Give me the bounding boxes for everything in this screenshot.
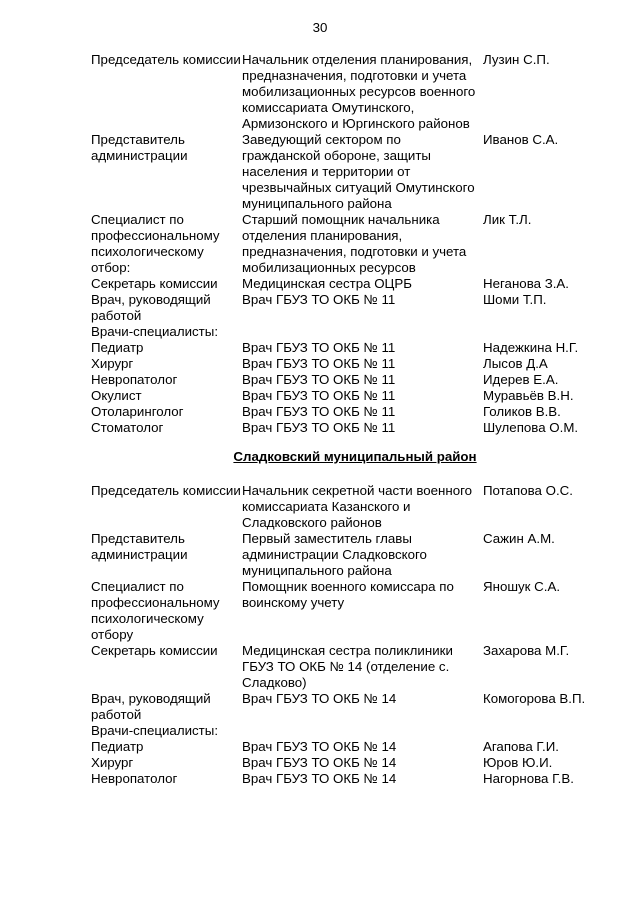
position-cell: Врач ГБУЗ ТО ОКБ № 11 <box>242 292 396 307</box>
role-cell: Окулист <box>91 388 142 403</box>
position-cell: Врач ГБУЗ ТО ОКБ № 11 <box>242 372 396 387</box>
commission-table-sladkovsky <box>91 483 611 787</box>
name-cell: Муравьёв В.Н. <box>483 388 574 403</box>
table-row <box>91 483 611 531</box>
name-cell <box>483 723 611 739</box>
role-cell: Председатель комиссии <box>91 483 241 498</box>
table-row <box>91 212 611 276</box>
position-cell: Помощник военного комиссара по воинскому учету <box>242 579 454 610</box>
name-cell: Яношук С.А. <box>483 579 561 594</box>
table-row <box>91 531 611 579</box>
position-cell: Врач ГБУЗ ТО ОКБ № 11 <box>242 340 396 355</box>
name-cell: Лузин С.П. <box>483 52 550 67</box>
document-body <box>91 52 611 787</box>
name-cell: Потапова О.С. <box>483 483 573 498</box>
name-cell: Голиков В.В. <box>483 404 561 419</box>
role-cell: Председатель комиссии <box>91 52 241 67</box>
role-cell: Специалист по профессиональному психологическому отбору <box>91 579 220 642</box>
role-cell: Хирург <box>91 356 134 371</box>
position-cell: Медицинская сестра поликлиники ГБУЗ ТО ОКБ № 14 (отделение с. Сладково) <box>242 643 453 690</box>
name-cell: Лысов Д.А <box>483 356 548 371</box>
position-cell: Врач ГБУЗ ТО ОКБ № 14 <box>242 739 397 754</box>
role-cell: Хирург <box>91 755 134 770</box>
name-cell: Шулепова О.М. <box>483 420 579 435</box>
position-cell <box>242 723 483 739</box>
position-cell: Врач ГБУЗ ТО ОКБ № 14 <box>242 771 397 786</box>
name-cell: Надежкина Н.Г. <box>483 340 579 355</box>
role-cell: Невропатолог <box>91 771 178 786</box>
position-cell: Врач ГБУЗ ТО ОКБ № 14 <box>242 691 397 706</box>
role-cell: Специалист по профессиональному психологическому отбор: <box>91 212 220 275</box>
section-title: Сладковский муниципальный район <box>233 449 477 464</box>
table-row <box>91 340 611 356</box>
name-cell: Агапова Г.И. <box>483 739 559 754</box>
name-cell: Юров Ю.И. <box>483 755 553 770</box>
position-cell: Врач ГБУЗ ТО ОКБ № 11 <box>242 404 396 419</box>
table-row <box>91 388 611 404</box>
role-cell: Невропатолог <box>91 372 178 387</box>
position-cell: Медицинская сестра ОЦРБ <box>242 276 412 291</box>
position-cell: Заведующий сектором по гражданской обороне, защиты населения и территории от чрезвычайных ситуаций Омутинского муниципального района <box>242 132 475 211</box>
role-cell: Представитель администрации <box>91 132 188 163</box>
name-cell: Нагорнова Г.В. <box>483 771 574 786</box>
name-cell: Шоми Т.П. <box>483 292 547 307</box>
table-row <box>91 643 611 691</box>
name-cell: Неганова З.А. <box>483 276 569 291</box>
position-cell: Врач ГБУЗ ТО ОКБ № 11 <box>242 420 396 435</box>
position-cell: Начальник отделения планирования, предназначения, подготовки и учета мобилизационных ресурсов военного комиссариата Омутинского, Армизонского и Юргинского районов <box>242 52 476 131</box>
table-row <box>91 324 611 340</box>
position-cell: Начальник секретной части военного комиссариата Казанского и Сладковского районов <box>242 483 473 530</box>
page-number: 30 <box>312 20 328 35</box>
table-row <box>91 404 611 420</box>
table-row <box>91 755 611 771</box>
position-cell: Первый заместитель главы администрации Сладковского муниципального района <box>242 531 427 578</box>
role-cell: Отоларинголог <box>91 404 184 419</box>
role-cell: Секретарь комиссии <box>91 643 218 658</box>
table-row <box>91 739 611 755</box>
position-cell: Врач ГБУЗ ТО ОКБ № 14 <box>242 755 397 770</box>
table-row <box>91 771 611 787</box>
position-cell: Старший помощник начальника отделения планирования, предназначения, подготовки и учета мобилизационных ресурсов <box>242 212 467 275</box>
role-cell: Педиатр <box>91 739 144 754</box>
position-cell: Врач ГБУЗ ТО ОКБ № 11 <box>242 356 396 371</box>
table-row <box>91 723 611 739</box>
table-row <box>91 372 611 388</box>
role-cell: Врач, руководящий работой <box>91 691 211 722</box>
role-cell: Представитель администрации <box>91 531 188 562</box>
name-cell: Идерев Е.А. <box>483 372 559 387</box>
table-row <box>91 276 611 292</box>
role-cell: Стоматолог <box>91 420 164 435</box>
table-row <box>91 292 611 324</box>
name-cell <box>483 324 611 340</box>
table-row <box>91 132 611 212</box>
position-cell: Врач ГБУЗ ТО ОКБ № 11 <box>242 388 396 403</box>
role-cell: Врачи-специалисты: <box>91 723 219 738</box>
table-row <box>91 356 611 372</box>
role-cell: Врач, руководящий работой <box>91 292 211 323</box>
table-row <box>91 579 611 643</box>
role-cell: Врачи-специалисты: <box>91 324 219 339</box>
commission-table-omutinsky <box>91 52 611 436</box>
role-cell: Секретарь комиссии <box>91 276 218 291</box>
table-row <box>91 52 611 132</box>
role-cell: Педиатр <box>91 340 144 355</box>
name-cell: Иванов С.А. <box>483 132 559 147</box>
position-cell <box>242 324 483 340</box>
name-cell: Сажин А.М. <box>483 531 555 546</box>
name-cell: Захарова М.Г. <box>483 643 570 658</box>
table-row <box>91 691 611 723</box>
table-row <box>91 420 611 436</box>
name-cell: Лик Т.Л. <box>483 212 532 227</box>
name-cell: Комогорова В.П. <box>483 691 586 706</box>
